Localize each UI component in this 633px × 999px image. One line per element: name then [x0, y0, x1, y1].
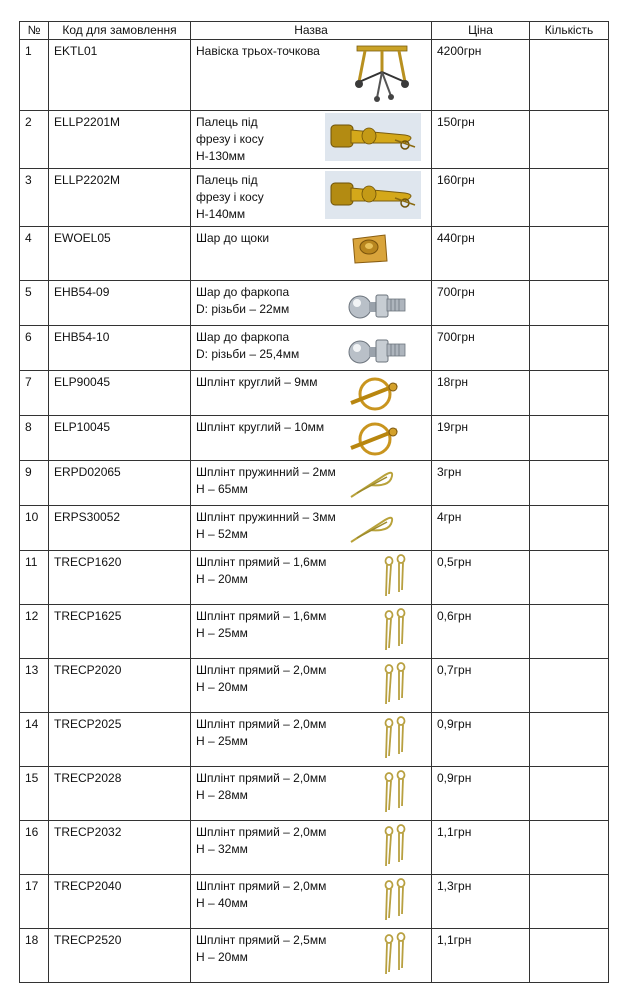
order-code: EKTL01 — [49, 40, 191, 111]
product-name-cell — [191, 875, 432, 929]
table-row — [20, 461, 609, 506]
price: 19грн — [432, 416, 530, 461]
product-name-cell — [191, 371, 432, 416]
row-number: 13 — [20, 659, 49, 713]
product-name-cell — [191, 929, 432, 983]
price: 0,6грн — [432, 605, 530, 659]
product-name — [196, 824, 426, 858]
product-name-line: Шплінт пружинний – 2мм — [196, 465, 336, 479]
product-name-line: D: різьби – 22мм — [196, 302, 290, 316]
price-table — [19, 21, 609, 983]
product-name-line: Шплінт прямий – 2,0мм — [196, 879, 327, 893]
product-name — [196, 509, 426, 543]
table-row — [20, 169, 609, 227]
product-name-cell — [191, 40, 432, 111]
product-name — [196, 878, 426, 912]
product-name-line: H – 52мм — [196, 527, 248, 541]
quantity-cell — [530, 551, 609, 605]
price: 3грн — [432, 461, 530, 506]
price: 160грн — [432, 169, 530, 227]
product-name-line: H – 40мм — [196, 896, 248, 910]
price: 1,1грн — [432, 929, 530, 983]
row-number: 7 — [20, 371, 49, 416]
product-name-line: H – 28мм — [196, 788, 248, 802]
product-name — [196, 464, 426, 498]
price: 440грн — [432, 227, 530, 281]
product-name — [196, 114, 426, 165]
product-name-cell — [191, 767, 432, 821]
row-number: 15 — [20, 767, 49, 821]
quantity-cell — [530, 875, 609, 929]
product-name — [196, 172, 426, 223]
header-code: Код для замовлення — [49, 22, 191, 40]
product-name-cell — [191, 227, 432, 281]
order-code: ERPS30052 — [49, 506, 191, 551]
product-name — [196, 43, 426, 60]
product-name-line: Шплінт круглий – 10мм — [196, 420, 325, 434]
row-number: 18 — [20, 929, 49, 983]
table-row — [20, 875, 609, 929]
row-number: 10 — [20, 506, 49, 551]
product-name — [196, 608, 426, 642]
product-name-cell — [191, 111, 432, 169]
product-name-cell — [191, 821, 432, 875]
price: 0,9грн — [432, 713, 530, 767]
order-code: TRECP2025 — [49, 713, 191, 767]
product-name-cell — [191, 713, 432, 767]
product-name — [196, 419, 426, 436]
order-code: EHB54-09 — [49, 281, 191, 326]
table-row — [20, 659, 609, 713]
product-name-line: Палець під — [196, 173, 258, 187]
price: 1,3грн — [432, 875, 530, 929]
quantity-cell — [530, 281, 609, 326]
product-name-line: H-130мм — [196, 149, 246, 163]
price: 4200грн — [432, 40, 530, 111]
header-num: № — [20, 22, 49, 40]
table-row — [20, 416, 609, 461]
quantity-cell — [530, 461, 609, 506]
order-code: TRECP1620 — [49, 551, 191, 605]
product-name-cell — [191, 281, 432, 326]
table-row — [20, 605, 609, 659]
quantity-cell — [530, 371, 609, 416]
product-name-cell — [191, 551, 432, 605]
product-name-line: Шплінт прямий – 2,0мм — [196, 771, 327, 785]
price: 700грн — [432, 281, 530, 326]
quantity-cell — [530, 767, 609, 821]
row-number: 11 — [20, 551, 49, 605]
table-row — [20, 227, 609, 281]
product-name-line: фрезу і косу — [196, 190, 264, 204]
product-name-line: H – 32мм — [196, 842, 248, 856]
product-name-line: H-140мм — [196, 207, 246, 221]
quantity-cell — [530, 169, 609, 227]
table-row — [20, 821, 609, 875]
product-name — [196, 932, 426, 966]
row-number: 1 — [20, 40, 49, 111]
price: 18грн — [432, 371, 530, 416]
table-row — [20, 111, 609, 169]
quantity-cell — [530, 40, 609, 111]
row-number: 14 — [20, 713, 49, 767]
price: 4грн — [432, 506, 530, 551]
table-row — [20, 40, 609, 111]
price: 0,7грн — [432, 659, 530, 713]
product-name-cell — [191, 506, 432, 551]
row-number: 16 — [20, 821, 49, 875]
order-code: TRECP2520 — [49, 929, 191, 983]
header-name: Назва — [191, 22, 432, 40]
table-row — [20, 326, 609, 371]
product-name-line: Шар до щоки — [196, 231, 270, 245]
price: 0,5грн — [432, 551, 530, 605]
product-name-line: Навіска трьох-точкова — [196, 44, 320, 58]
table-body — [20, 40, 609, 983]
table-row — [20, 371, 609, 416]
product-name — [196, 662, 426, 696]
product-name-line: Шплінт прямий – 2,0мм — [196, 663, 327, 677]
product-name-line: Шплінт прямий – 2,0мм — [196, 825, 327, 839]
product-name-line: Шплінт прямий – 1,6мм — [196, 609, 327, 623]
order-code: EHB54-10 — [49, 326, 191, 371]
header-price: Ціна — [432, 22, 530, 40]
product-name-line: H – 25мм — [196, 626, 248, 640]
quantity-cell — [530, 929, 609, 983]
order-code: TRECP2040 — [49, 875, 191, 929]
product-name-line: Шплінт круглий – 9мм — [196, 375, 318, 389]
product-name — [196, 554, 426, 588]
table-row — [20, 551, 609, 605]
header-row — [20, 22, 609, 40]
table-row — [20, 713, 609, 767]
table-row — [20, 767, 609, 821]
table-row — [20, 929, 609, 983]
product-name-line: Шар до фаркопа — [196, 330, 290, 344]
product-name-cell — [191, 169, 432, 227]
quantity-cell — [530, 713, 609, 767]
product-name-line: Шар до фаркопа — [196, 285, 290, 299]
product-name-cell — [191, 605, 432, 659]
product-name-cell — [191, 659, 432, 713]
order-code: TRECP1625 — [49, 605, 191, 659]
row-number: 4 — [20, 227, 49, 281]
product-name — [196, 329, 426, 363]
product-name-line: Шплінт пружинний – 3мм — [196, 510, 336, 524]
row-number: 5 — [20, 281, 49, 326]
product-name-line: Палець під — [196, 115, 258, 129]
product-name — [196, 230, 426, 247]
product-name-cell — [191, 461, 432, 506]
product-name-cell — [191, 326, 432, 371]
quantity-cell — [530, 605, 609, 659]
order-code: ELP90045 — [49, 371, 191, 416]
order-code: TRECP2028 — [49, 767, 191, 821]
order-code: TRECP2032 — [49, 821, 191, 875]
table-row — [20, 281, 609, 326]
quantity-cell — [530, 416, 609, 461]
header-qty: Кількість — [530, 22, 609, 40]
quantity-cell — [530, 227, 609, 281]
product-name — [196, 374, 426, 391]
table-row — [20, 506, 609, 551]
order-code: ERPD02065 — [49, 461, 191, 506]
order-code: ELLP2202M — [49, 169, 191, 227]
product-name-line: D: різьби – 25,4мм — [196, 347, 300, 361]
row-number: 2 — [20, 111, 49, 169]
product-name-line: Шплінт прямий – 1,6мм — [196, 555, 327, 569]
price: 150грн — [432, 111, 530, 169]
quantity-cell — [530, 506, 609, 551]
quantity-cell — [530, 821, 609, 875]
row-number: 6 — [20, 326, 49, 371]
row-number: 9 — [20, 461, 49, 506]
row-number: 17 — [20, 875, 49, 929]
product-name-line: H – 65мм — [196, 482, 248, 496]
product-name-line: H – 20мм — [196, 680, 248, 694]
product-name — [196, 716, 426, 750]
product-name-line: H – 20мм — [196, 950, 248, 964]
row-number: 12 — [20, 605, 49, 659]
product-name-cell — [191, 416, 432, 461]
product-name-line: H – 25мм — [196, 734, 248, 748]
product-name-line: Шплінт прямий – 2,0мм — [196, 717, 327, 731]
row-number: 3 — [20, 169, 49, 227]
order-code: EWOEL05 — [49, 227, 191, 281]
product-name-line: фрезу і косу — [196, 132, 264, 146]
quantity-cell — [530, 326, 609, 371]
product-name-line: Шплінт прямий – 2,5мм — [196, 933, 327, 947]
price: 1,1грн — [432, 821, 530, 875]
price: 0,9грн — [432, 767, 530, 821]
price: 700грн — [432, 326, 530, 371]
quantity-cell — [530, 111, 609, 169]
row-number: 8 — [20, 416, 49, 461]
product-name-line: H – 20мм — [196, 572, 248, 586]
product-name — [196, 770, 426, 804]
quantity-cell — [530, 659, 609, 713]
product-name — [196, 284, 426, 318]
order-code: ELP10045 — [49, 416, 191, 461]
order-code: ELLP2201M — [49, 111, 191, 169]
order-code: TRECP2020 — [49, 659, 191, 713]
